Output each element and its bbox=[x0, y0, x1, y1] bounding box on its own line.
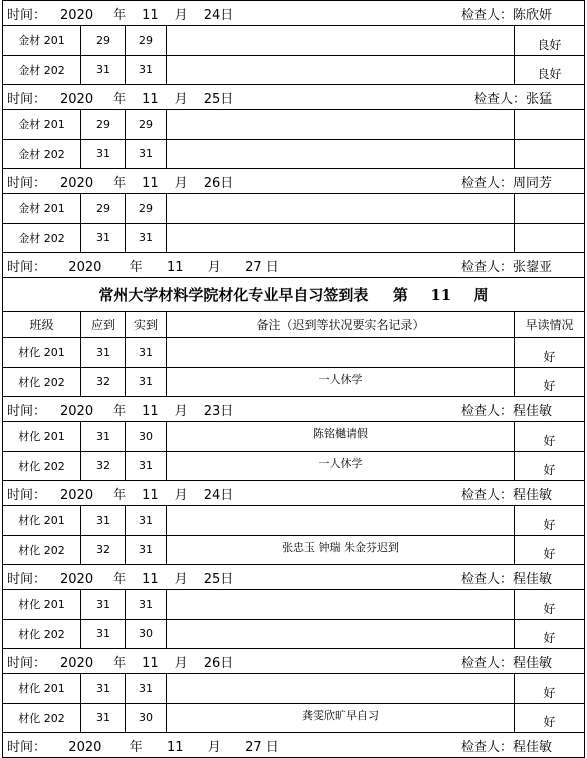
inspector-name: 张鋆亚 bbox=[513, 259, 553, 275]
date-day-unit: 日 bbox=[220, 571, 234, 587]
date-year: 2020 bbox=[60, 571, 94, 587]
table-row bbox=[3, 451, 585, 481]
date-month: 11 bbox=[142, 655, 159, 671]
expected-cell: 29 bbox=[81, 110, 126, 140]
quality-cell: 好 bbox=[515, 338, 585, 368]
inspector-label: 检查人： bbox=[461, 571, 514, 587]
note-cell bbox=[167, 55, 515, 85]
date-month: 11 bbox=[142, 571, 159, 587]
note-cell: 一人休学 bbox=[167, 451, 515, 481]
expected-cell: 31 bbox=[81, 55, 126, 85]
date-row bbox=[3, 253, 585, 278]
note-cell bbox=[167, 590, 515, 620]
inspector-name: 程佳敏 bbox=[513, 403, 553, 419]
expected-cell: 29 bbox=[81, 26, 126, 56]
date-year-unit: 年 bbox=[113, 487, 127, 503]
date-year-unit: 年 bbox=[113, 91, 127, 107]
date-month: 11 bbox=[166, 259, 184, 275]
date-day-unit: 日 bbox=[220, 91, 234, 107]
quality-cell: 好 bbox=[515, 506, 585, 536]
date-year: 2020 bbox=[60, 487, 94, 503]
column-header-row bbox=[3, 312, 585, 338]
date-day-unit: 日 bbox=[220, 7, 234, 23]
date-year: 2020 bbox=[60, 655, 94, 671]
table-row bbox=[3, 506, 585, 536]
class-cell: 材化 202 bbox=[3, 451, 81, 481]
note-cell: 一人休学 bbox=[167, 367, 515, 397]
note-cell bbox=[167, 26, 515, 56]
date-day-unit: 日 bbox=[265, 739, 279, 755]
class-cell: 金材 202 bbox=[3, 223, 81, 253]
inspector bbox=[461, 652, 552, 671]
inspector bbox=[461, 400, 552, 419]
table-row bbox=[3, 26, 585, 56]
date-day: 25 bbox=[203, 571, 221, 587]
table-row bbox=[3, 110, 585, 140]
class-cell: 金材 201 bbox=[3, 194, 81, 224]
date-day-unit: 日 bbox=[220, 655, 234, 671]
note-cell bbox=[167, 194, 515, 224]
date-row bbox=[3, 565, 585, 590]
expected-cell: 31 bbox=[81, 422, 126, 452]
class-cell: 金材 201 bbox=[3, 110, 81, 140]
time-label: 时间： bbox=[7, 91, 47, 107]
note-cell bbox=[167, 619, 515, 649]
date-day-unit: 日 bbox=[220, 403, 234, 419]
table-row bbox=[3, 422, 585, 452]
expected-cell: 31 bbox=[81, 338, 126, 368]
expected-cell: 31 bbox=[81, 139, 126, 169]
actual-cell: 30 bbox=[126, 619, 167, 649]
actual-cell: 31 bbox=[126, 338, 167, 368]
week-label: 第 bbox=[392, 286, 408, 304]
date-month-unit: 月 bbox=[174, 487, 188, 503]
date-day: 24 bbox=[203, 7, 221, 23]
date-year: 2020 bbox=[68, 739, 102, 755]
date-month-unit: 月 bbox=[207, 259, 221, 275]
actual-cell: 31 bbox=[126, 590, 167, 620]
expected-cell: 31 bbox=[81, 506, 126, 536]
table-row bbox=[3, 223, 585, 253]
date-month-unit: 月 bbox=[174, 403, 188, 419]
time-label: 时间： bbox=[7, 655, 47, 671]
date-year-unit: 年 bbox=[113, 655, 127, 671]
date-day: 23 bbox=[203, 403, 221, 419]
inspector-name: 周同芳 bbox=[513, 175, 553, 191]
inspector-label: 检查人： bbox=[461, 655, 514, 671]
date-day-unit: 日 bbox=[265, 259, 279, 275]
table-row bbox=[3, 703, 585, 733]
actual-cell: 31 bbox=[126, 139, 167, 169]
date-year: 2020 bbox=[60, 175, 94, 191]
quality-cell bbox=[515, 110, 585, 140]
note-cell bbox=[167, 223, 515, 253]
note-cell bbox=[167, 506, 515, 536]
note-cell bbox=[167, 139, 515, 169]
actual-cell: 29 bbox=[126, 110, 167, 140]
time-label: 时间： bbox=[7, 259, 47, 275]
expected-cell: 31 bbox=[81, 703, 126, 733]
date-year-unit: 年 bbox=[113, 571, 127, 587]
note-cell bbox=[167, 338, 515, 368]
inspector bbox=[461, 568, 552, 587]
quality-cell: 好 bbox=[515, 367, 585, 397]
date-day-unit: 日 bbox=[220, 487, 234, 503]
inspector-name: 陈欣妍 bbox=[513, 7, 553, 23]
note-cell: 张忠玉 钟瑞 朱金芬迟到 bbox=[167, 535, 515, 565]
date-month: 11 bbox=[166, 739, 184, 755]
inspector bbox=[474, 88, 552, 107]
date-day: 26 bbox=[203, 175, 221, 191]
date-row bbox=[3, 397, 585, 422]
class-cell: 材化 202 bbox=[3, 367, 81, 397]
table-row bbox=[3, 139, 585, 169]
inspector-label: 检查人： bbox=[461, 487, 514, 503]
quality-cell: 好 bbox=[515, 619, 585, 649]
table-row bbox=[3, 55, 585, 85]
class-cell: 材化 202 bbox=[3, 703, 81, 733]
column-header: 备注（迟到等状况要实名记录） bbox=[167, 312, 515, 338]
date-year-unit: 年 bbox=[129, 739, 143, 755]
expected-cell: 31 bbox=[81, 223, 126, 253]
inspector bbox=[461, 256, 552, 275]
date-row bbox=[3, 1, 585, 26]
date-year-unit: 年 bbox=[113, 403, 127, 419]
actual-cell: 31 bbox=[126, 367, 167, 397]
week-number: 11 bbox=[430, 286, 452, 304]
quality-cell: 好 bbox=[515, 703, 585, 733]
expected-cell: 31 bbox=[81, 619, 126, 649]
date-month: 11 bbox=[142, 487, 159, 503]
class-cell: 金材 202 bbox=[3, 55, 81, 85]
week-unit: 周 bbox=[473, 286, 489, 304]
date-row bbox=[3, 649, 585, 674]
note-cell: 龚雯欣旷早自习 bbox=[167, 703, 515, 733]
actual-cell: 31 bbox=[126, 535, 167, 565]
date-month-unit: 月 bbox=[174, 655, 188, 671]
inspector-label: 检查人： bbox=[461, 259, 514, 275]
inspector-label: 检查人： bbox=[461, 7, 514, 23]
actual-cell: 31 bbox=[126, 674, 167, 704]
date-month-unit: 月 bbox=[174, 571, 188, 587]
date-row bbox=[3, 481, 585, 506]
time-label: 时间： bbox=[7, 739, 47, 755]
class-cell: 材化 201 bbox=[3, 338, 81, 368]
time-label: 时间： bbox=[7, 403, 47, 419]
table-row bbox=[3, 619, 585, 649]
class-cell: 材化 201 bbox=[3, 590, 81, 620]
expected-cell: 31 bbox=[81, 590, 126, 620]
inspector-name: 程佳敏 bbox=[513, 655, 553, 671]
class-cell: 金材 202 bbox=[3, 139, 81, 169]
date-row bbox=[3, 733, 585, 758]
inspector-label: 检查人： bbox=[461, 403, 514, 419]
date-month-unit: 月 bbox=[174, 175, 188, 191]
date-year: 2020 bbox=[60, 91, 94, 107]
date-day: 27 bbox=[245, 739, 262, 755]
expected-cell: 32 bbox=[81, 451, 126, 481]
actual-cell: 30 bbox=[126, 703, 167, 733]
time-label: 时间： bbox=[7, 571, 47, 587]
inspector bbox=[461, 736, 552, 755]
table-row bbox=[3, 338, 585, 368]
actual-cell: 31 bbox=[126, 451, 167, 481]
quality-cell: 好 bbox=[515, 674, 585, 704]
actual-cell: 29 bbox=[126, 26, 167, 56]
expected-cell: 31 bbox=[81, 674, 126, 704]
time-label: 时间： bbox=[7, 487, 47, 503]
quality-cell: 好 bbox=[515, 451, 585, 481]
note-cell: 陈铭樾请假 bbox=[167, 422, 515, 452]
title-row bbox=[3, 278, 585, 312]
inspector bbox=[461, 172, 552, 191]
column-header: 早读情况 bbox=[515, 312, 585, 338]
actual-cell: 31 bbox=[126, 55, 167, 85]
table-row bbox=[3, 535, 585, 565]
date-year-unit: 年 bbox=[113, 175, 127, 191]
time-label: 时间： bbox=[7, 175, 47, 191]
quality-cell bbox=[515, 139, 585, 169]
class-cell: 金材 201 bbox=[3, 26, 81, 56]
inspector bbox=[461, 484, 552, 503]
quality-cell: 好 bbox=[515, 590, 585, 620]
date-row bbox=[3, 85, 585, 110]
quality-cell: 好 bbox=[515, 535, 585, 565]
note-cell bbox=[167, 674, 515, 704]
actual-cell: 31 bbox=[126, 506, 167, 536]
date-year-unit: 年 bbox=[129, 259, 143, 275]
class-cell: 材化 202 bbox=[3, 535, 81, 565]
table-row bbox=[3, 674, 585, 704]
quality-cell bbox=[515, 194, 585, 224]
quality-cell: 良好 bbox=[515, 26, 585, 56]
date-month-unit: 月 bbox=[207, 739, 221, 755]
inspector-label: 检查人： bbox=[461, 739, 514, 755]
actual-cell: 30 bbox=[126, 422, 167, 452]
expected-cell: 32 bbox=[81, 367, 126, 397]
class-cell: 材化 202 bbox=[3, 619, 81, 649]
column-header: 班级 bbox=[3, 312, 81, 338]
class-cell: 材化 201 bbox=[3, 674, 81, 704]
table-row bbox=[3, 590, 585, 620]
inspector-name: 张猛 bbox=[526, 91, 553, 107]
note-cell bbox=[167, 110, 515, 140]
inspector bbox=[461, 4, 552, 23]
date-year: 2020 bbox=[60, 7, 94, 23]
inspector-name: 程佳敏 bbox=[513, 739, 553, 755]
inspector-label: 检查人： bbox=[461, 175, 514, 191]
date-day: 25 bbox=[203, 91, 221, 107]
class-cell: 材化 201 bbox=[3, 422, 81, 452]
table-row bbox=[3, 194, 585, 224]
class-cell: 材化 201 bbox=[3, 506, 81, 536]
date-year: 2020 bbox=[68, 259, 102, 275]
date-year-unit: 年 bbox=[113, 7, 127, 23]
quality-cell bbox=[515, 223, 585, 253]
date-day: 27 bbox=[245, 259, 262, 275]
date-month: 11 bbox=[142, 7, 159, 23]
inspector-label: 检查人： bbox=[474, 91, 527, 107]
time-label: 时间： bbox=[7, 7, 47, 23]
date-day: 24 bbox=[203, 487, 221, 503]
date-month: 11 bbox=[142, 175, 159, 191]
expected-cell: 29 bbox=[81, 194, 126, 224]
actual-cell: 29 bbox=[126, 194, 167, 224]
inspector-name: 程佳敏 bbox=[513, 487, 553, 503]
quality-cell: 良好 bbox=[515, 55, 585, 85]
date-row bbox=[3, 169, 585, 194]
date-year: 2020 bbox=[60, 403, 94, 419]
expected-cell: 32 bbox=[81, 535, 126, 565]
date-month-unit: 月 bbox=[174, 7, 188, 23]
inspector-name: 程佳敏 bbox=[513, 571, 553, 587]
date-day: 26 bbox=[203, 655, 221, 671]
date-month: 11 bbox=[142, 403, 159, 419]
date-month-unit: 月 bbox=[174, 91, 188, 107]
attendance-sheet bbox=[2, 0, 584, 758]
column-header: 应到 bbox=[81, 312, 126, 338]
date-month: 11 bbox=[142, 91, 159, 107]
date-day-unit: 日 bbox=[220, 175, 234, 191]
column-header: 实到 bbox=[126, 312, 167, 338]
sheet-title: 常州大学材料学院材化专业早自习签到表 bbox=[98, 286, 369, 304]
quality-cell: 好 bbox=[515, 422, 585, 452]
attendance-table bbox=[2, 0, 585, 758]
actual-cell: 31 bbox=[126, 223, 167, 253]
table-row bbox=[3, 367, 585, 397]
